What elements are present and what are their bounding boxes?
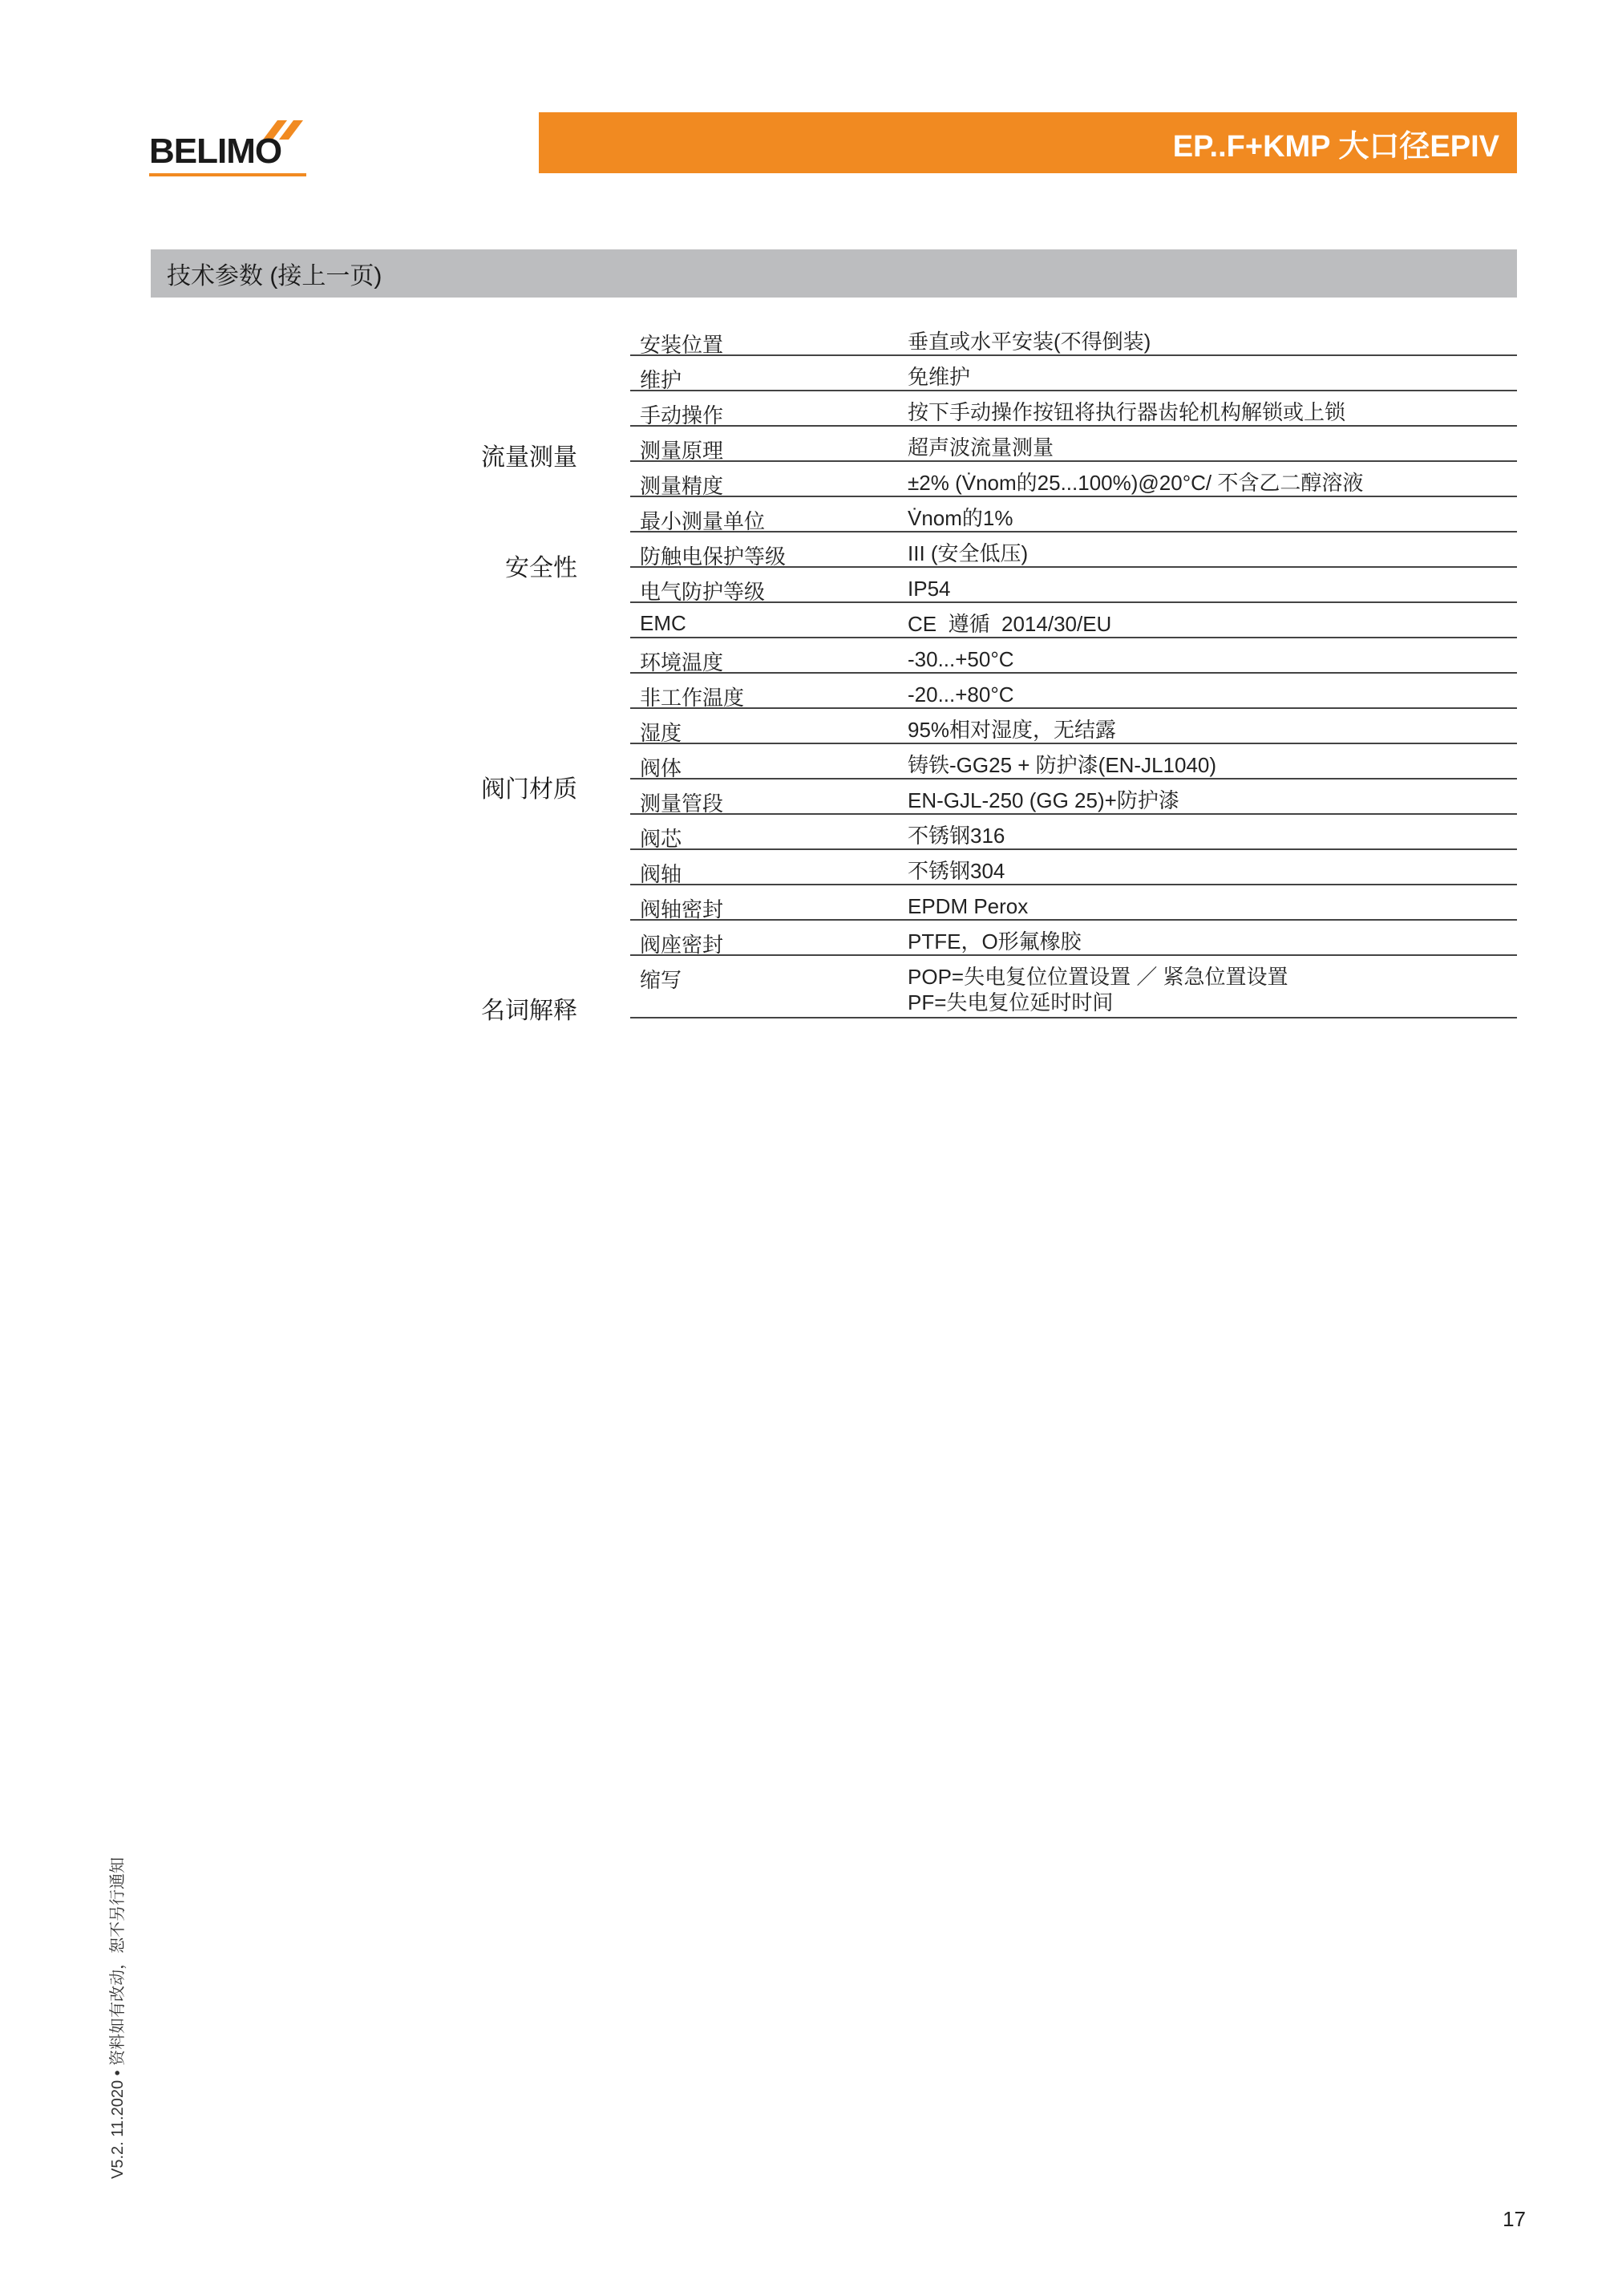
spec-value: V̇nom的1% [908,506,1013,530]
spec-value: 不锈钢304 [908,859,1005,883]
spec-value: -30...+50°C [908,647,1014,671]
spec-label: 阀座密封 [640,933,724,957]
spec-row [630,709,1517,744]
spec-label: 测量管段 [640,792,724,816]
spec-row [630,744,1517,780]
spec-label: 测量原理 [640,439,724,463]
group-label-valve-material: 阀门材质 [481,776,577,803]
spec-row [630,850,1517,885]
spec-row [630,956,1517,1018]
spec-row [630,532,1517,568]
spec-value: 免维护 [908,365,971,389]
spec-row [630,780,1517,815]
spec-value [908,964,1288,1015]
spec-value: IP54 [908,577,951,601]
section-title: 技术参数 (接上一页) [167,263,382,290]
page-number: 17 [1503,2207,1526,2231]
spec-label: 湿度 [640,721,682,745]
spec-value: 铸铁-GG25 + 防护漆(EN-JL1040) [908,753,1217,777]
spec-row [630,462,1517,497]
spec-value: 超声波流量测量 [908,435,1054,460]
group-label-safety: 安全性 [505,555,577,581]
spec-row [630,427,1517,462]
spec-value-line: POP=失电复位位置设置 ／ 紧急位置设置 [908,965,1288,989]
spec-row [630,568,1517,603]
spec-value: ±2% (V̇nom的25...100%)@20°C/ 不含乙二醇溶液 [908,471,1364,495]
spec-row [630,391,1517,427]
logo-underline [149,173,306,176]
logo-text: BELIMO [149,132,282,171]
section-heading-bar [151,249,1517,298]
belimo-logo [149,117,309,181]
spec-row [630,356,1517,391]
spec-label: 电气防护等级 [640,580,766,604]
spec-label: 维护 [640,368,682,392]
spec-row [630,921,1517,956]
spec-value: EPDM Perox [908,894,1029,918]
spec-value-line: PF=失电复位延时时间 [908,990,1114,1014]
spec-label: 缩写 [640,968,682,992]
spec-value: EN-GJL-250 (GG 25)+防护漆 [908,788,1179,812]
spec-label: 阀体 [640,756,682,780]
spec-row [630,603,1517,638]
spec-value: -20...+80°C [908,682,1014,707]
spec-label: 手动操作 [640,403,724,427]
group-label-glossary: 名词解释 [481,998,577,1024]
spec-label: EMC [640,611,686,635]
spec-row [630,674,1517,709]
spec-label: 阀轴 [640,862,682,886]
spec-value: III (安全低压) [908,541,1029,565]
spec-row [630,321,1517,356]
spec-value: 95%相对湿度，无结露 [908,718,1117,742]
spec-value: 垂直或水平安装(不得倒装) [908,330,1151,354]
spec-value: PTFE，O形氟橡胶 [908,929,1082,954]
spec-row [630,815,1517,850]
spec-label: 测量精度 [640,474,724,498]
product-header-bar [539,112,1517,173]
spec-table [630,321,1517,1018]
spec-label: 最小测量单位 [640,509,766,533]
version-note: V5.2. 11.2020 • 资料如有改动，恕不另行通知 [109,1857,127,2179]
spec-label: 环境温度 [640,650,724,674]
spec-value: CE 遵循 2014/30/EU [908,612,1112,636]
spec-row [630,638,1517,674]
spec-label: 阀轴密封 [640,897,724,921]
spec-label: 防触电保护等级 [640,545,787,569]
spec-row [630,885,1517,921]
spec-label: 安装位置 [640,333,724,357]
spec-label: 阀芯 [640,827,682,851]
group-label-flow-measurement: 流量测量 [481,444,577,471]
product-title: EP..F+KMP 大口径EPIV [1172,129,1499,164]
spec-label: 非工作温度 [640,686,745,710]
spec-value: 不锈钢316 [908,824,1005,848]
spec-row [630,497,1517,532]
spec-value: 按下手动操作按钮将执行器齿轮机构解锁或上锁 [908,400,1346,424]
